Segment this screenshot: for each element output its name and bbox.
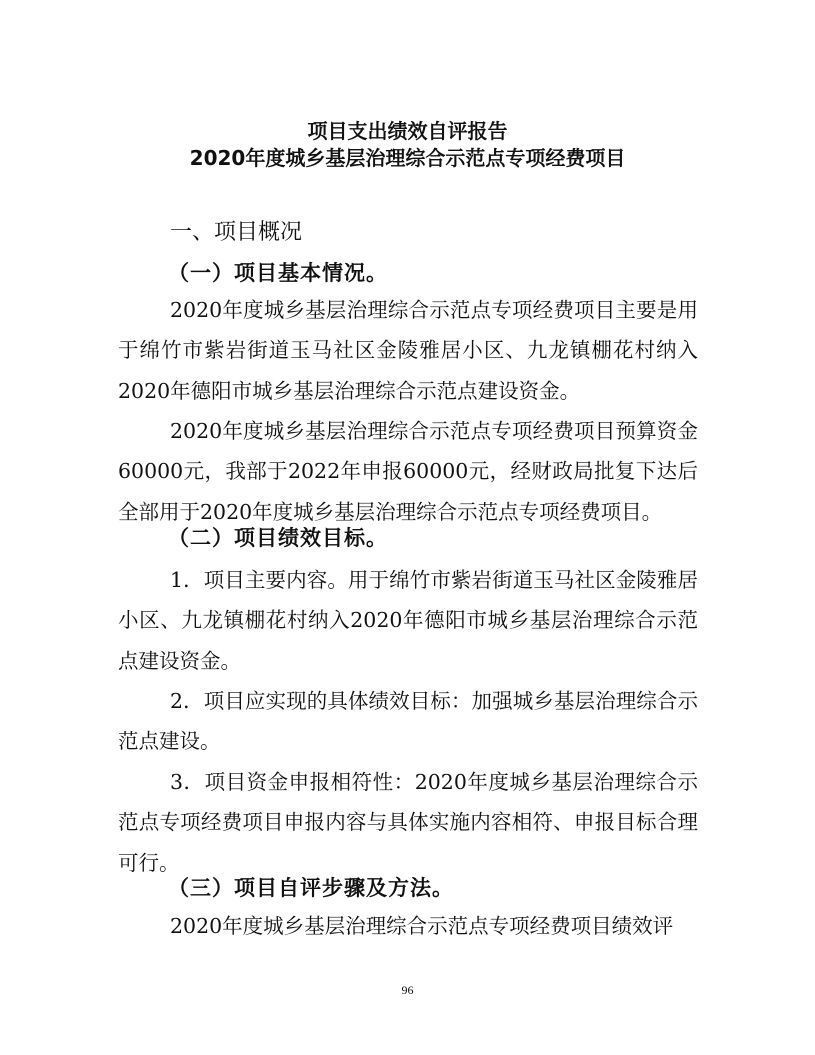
document-subtitle: 2020年度城乡基层治理综合示范点专项经费项目 [189, 146, 626, 170]
paragraph-budget: 2020年度城乡基层治理综合示范点专项经费项目预算资金60000元，我部于2022年申报60000元，经财政局批复下达后全部用于2020年度城乡基层治理综合示范点专项经费项目。 [118, 419, 698, 524]
paragraph-evaluation: 2020年度城乡基层治理综合示范点专项经费项目绩效评 [170, 914, 674, 938]
paragraph-consistency: 3．项目资金申报相符性：2020年度城乡基层治理综合示范点专项经费项目申报内容与具体实施内容相符、申报目标合理可行。 [118, 770, 698, 875]
subsection-heading-performance-goals: （二）项目绩效目标。 [168, 526, 388, 550]
page-number: 96 [401, 983, 414, 997]
section-heading-overview: 一、项目概况 [170, 220, 303, 245]
paragraph-project-purpose: 2020年度城乡基层治理综合示范点专项经费项目主要是用于绵竹市紫岩街道玉马社区金陵雅居小区、九龙镇棚花村纳入2020年德阳市城乡基层治理综合示范点建设资金。 [118, 298, 698, 403]
paragraph-specific-goals: 2．项目应实现的具体绩效目标：加强城乡基层治理综合示范点建设。 [118, 689, 698, 754]
paragraph-main-content: 1．项目主要内容。用于绵竹市紫岩街道玉马社区金陵雅居小区、九龙镇棚花村纳入2020年德阳市城乡基层治理综合示范点建设资金。 [118, 568, 698, 673]
subsection-heading-basic-info: （一）项目基本情况。 [168, 261, 388, 285]
subsection-heading-evaluation-method: （三）项目自评步骤及方法。 [168, 876, 454, 900]
document-title: 项目支出绩效自评报告 [307, 119, 508, 143]
